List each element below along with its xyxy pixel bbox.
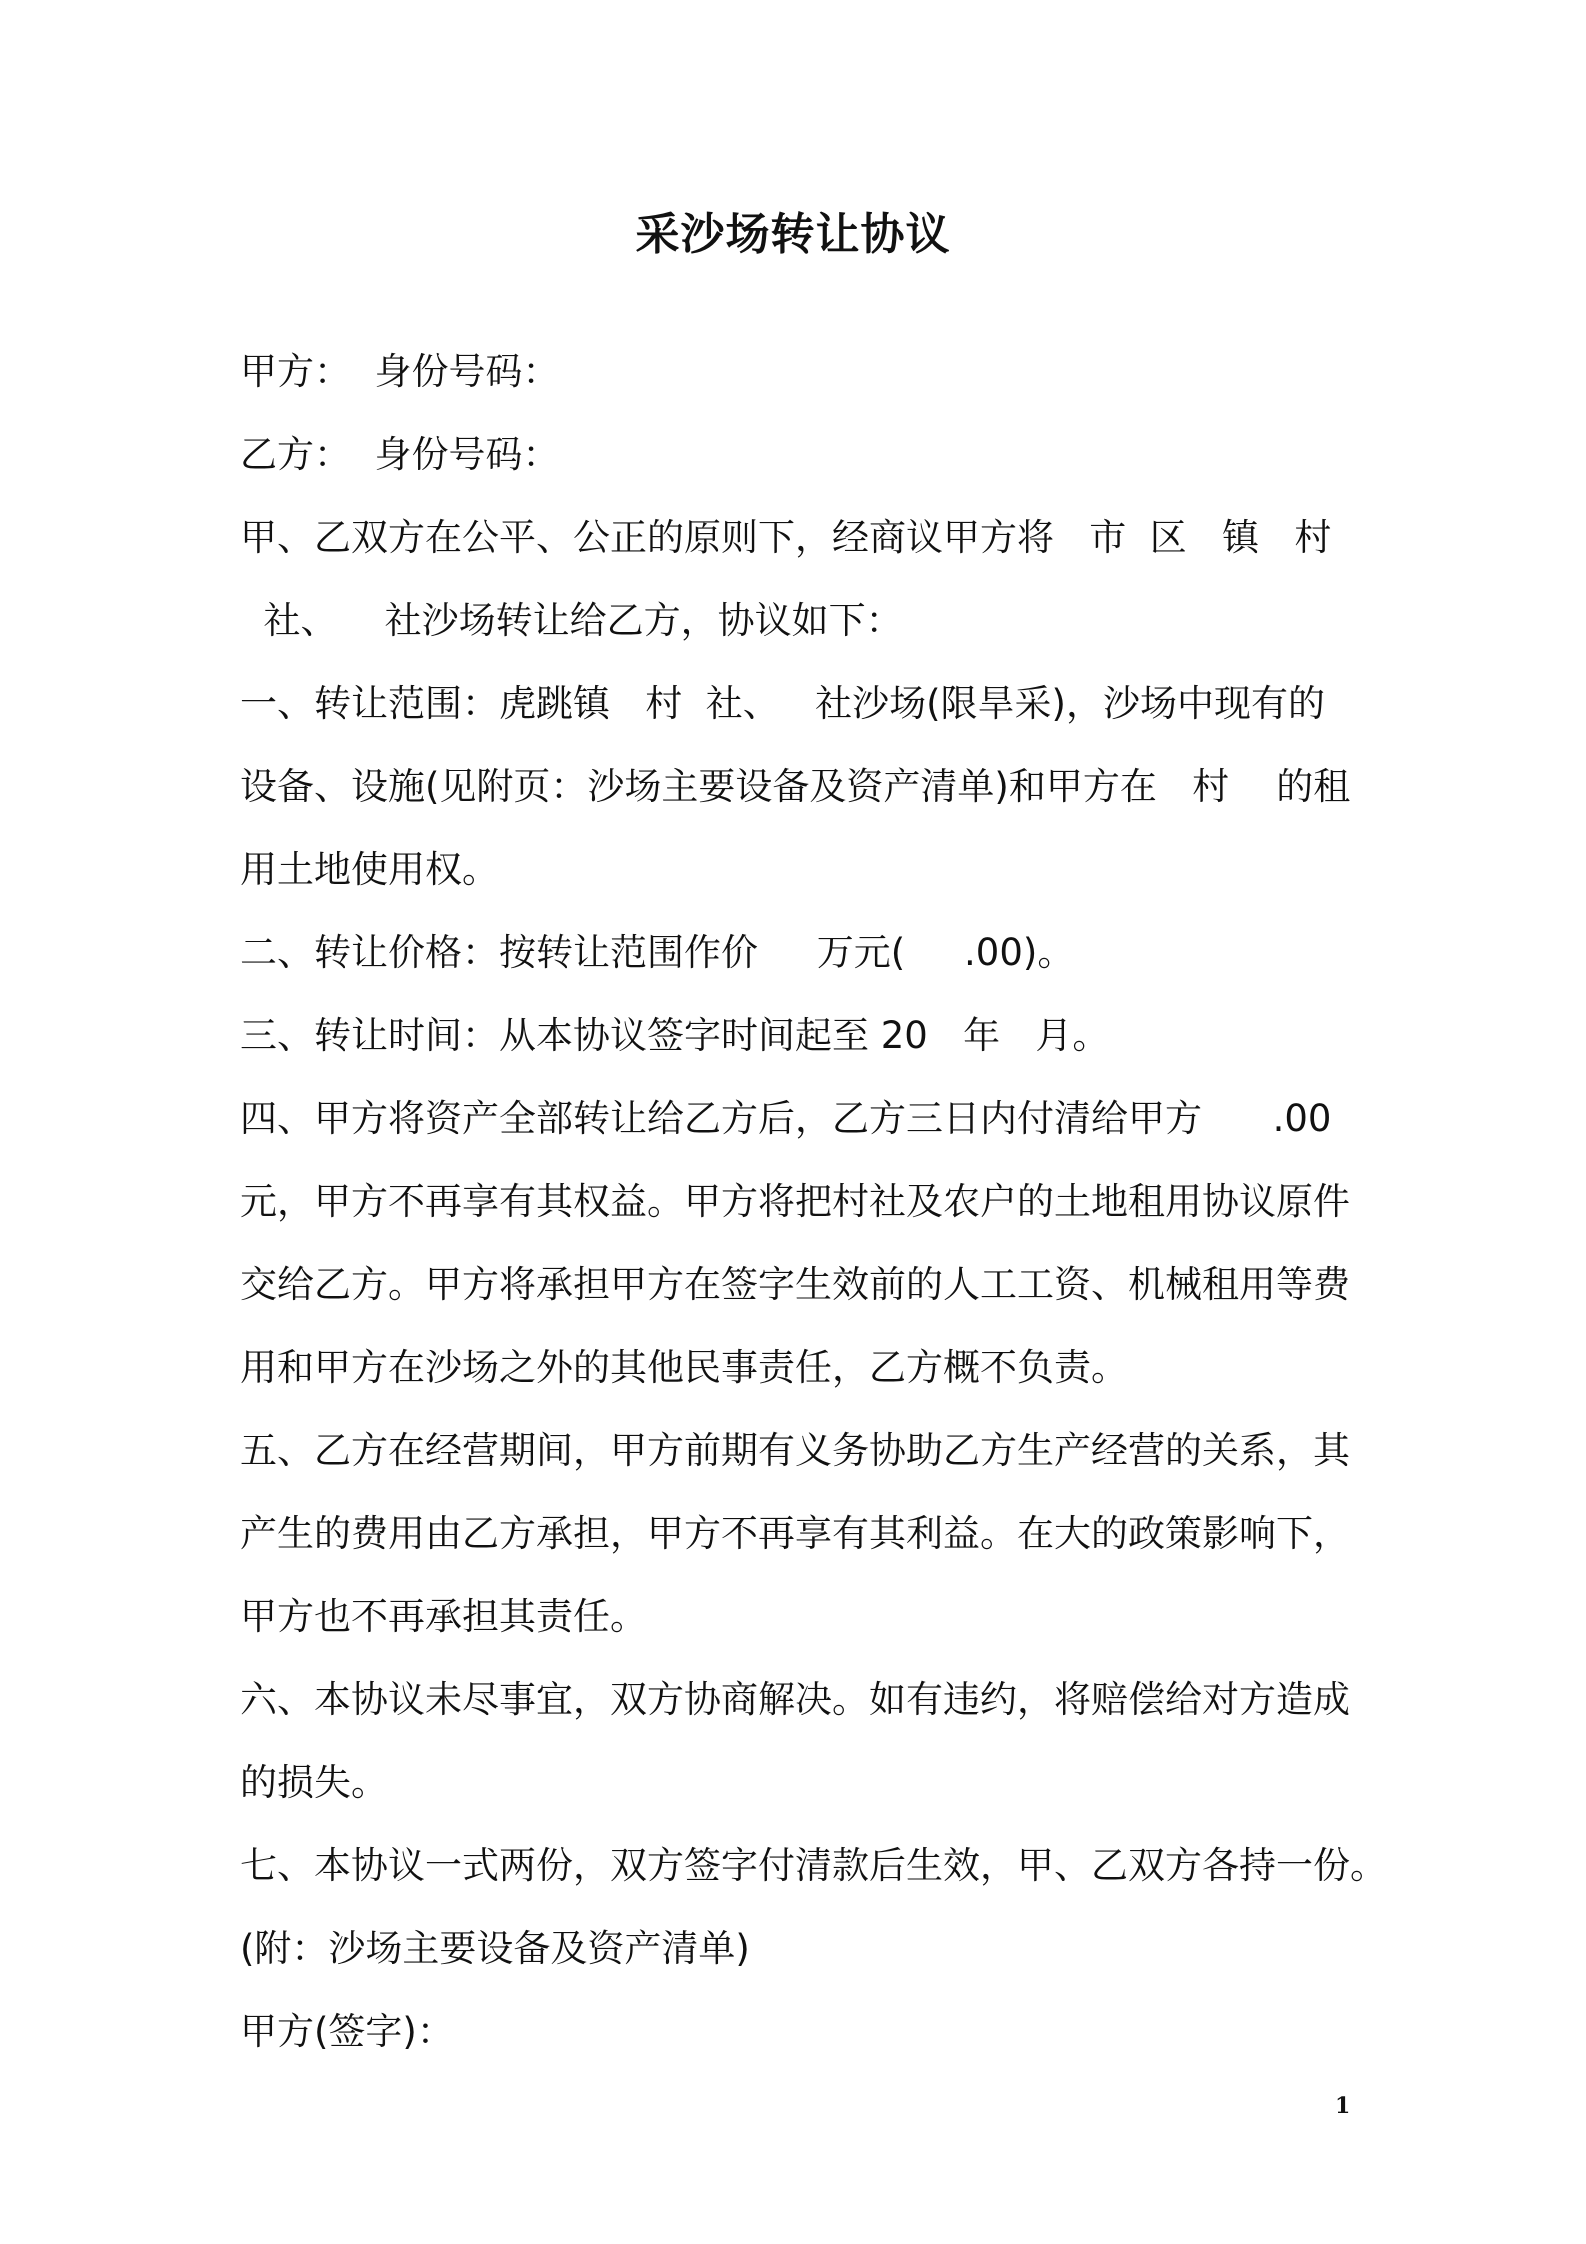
clause-6-line-1: 六、本协议未尽事宜，双方协商解决。如有违约，将赔偿给对方造成 <box>240 1678 1350 1721</box>
clause-4-line-2: 元，甲方不再享有其权益。甲方将把村社及农户的土地租用协议原件 <box>240 1180 1350 1223</box>
clause-5-line-3: 甲方也不再承担其责任。 <box>240 1595 647 1638</box>
clause-1-line-3: 用土地使用权。 <box>240 848 499 891</box>
clause-4-line-1: 四、甲方将资产全部转让给乙方后，乙方三日内付清给甲方 .00 <box>240 1097 1332 1140</box>
clause-7-line: 七、本协议一式两份，双方签字付清款后生效，甲、乙双方各持一份。 <box>240 1844 1387 1887</box>
clause-5-line-1: 五、乙方在经营期间，甲方前期有义务协助乙方生产经营的关系，其 <box>240 1429 1350 1472</box>
attachment-note: (附：沙场主要设备及资产清单) <box>240 1927 750 1970</box>
party-b-line: 乙方： 身份号码： <box>240 433 560 476</box>
clause-1-line-2: 设备、设施(见附页：沙场主要设备及资产清单)和甲方在 村 的租 <box>240 765 1351 808</box>
clause-2-line: 二、转让价格：按转让范围作价 万元( .00)。 <box>240 931 1075 974</box>
clause-3-line: 三、转让时间：从本协议签字时间起至 20 年 月。 <box>240 1014 1110 1057</box>
clause-4-line-4: 用和甲方在沙场之外的其他民事责任，乙方概不负责。 <box>240 1346 1128 1389</box>
page-number: 1 <box>1335 2093 1351 2119</box>
party-a-signature-line: 甲方(签字)： <box>240 2010 454 2053</box>
preamble-line-2: 社、 社沙场转让给乙方，协议如下： <box>240 599 903 642</box>
document-title: 采沙场转让协议 <box>635 209 951 260</box>
clause-4-line-3: 交给乙方。甲方将承担甲方在签字生效前的人工工资、机械租用等费 <box>240 1263 1350 1306</box>
party-a-line: 甲方： 身份号码： <box>240 350 560 393</box>
clause-6-line-2: 的损失。 <box>240 1761 388 1804</box>
document-body <box>240 330 1387 2073</box>
clause-5-line-2: 产生的费用由乙方承担，甲方不再享有其利益。在大的政策影响下， <box>240 1512 1350 1555</box>
preamble-line-1: 甲、乙双方在公平、公正的原则下，经商议甲方将 市 区 镇 村 <box>240 516 1332 559</box>
clause-1-line-1: 一、转让范围：虎跳镇 村 社、 社沙场(限旱采)，沙场中现有的 <box>240 682 1325 725</box>
